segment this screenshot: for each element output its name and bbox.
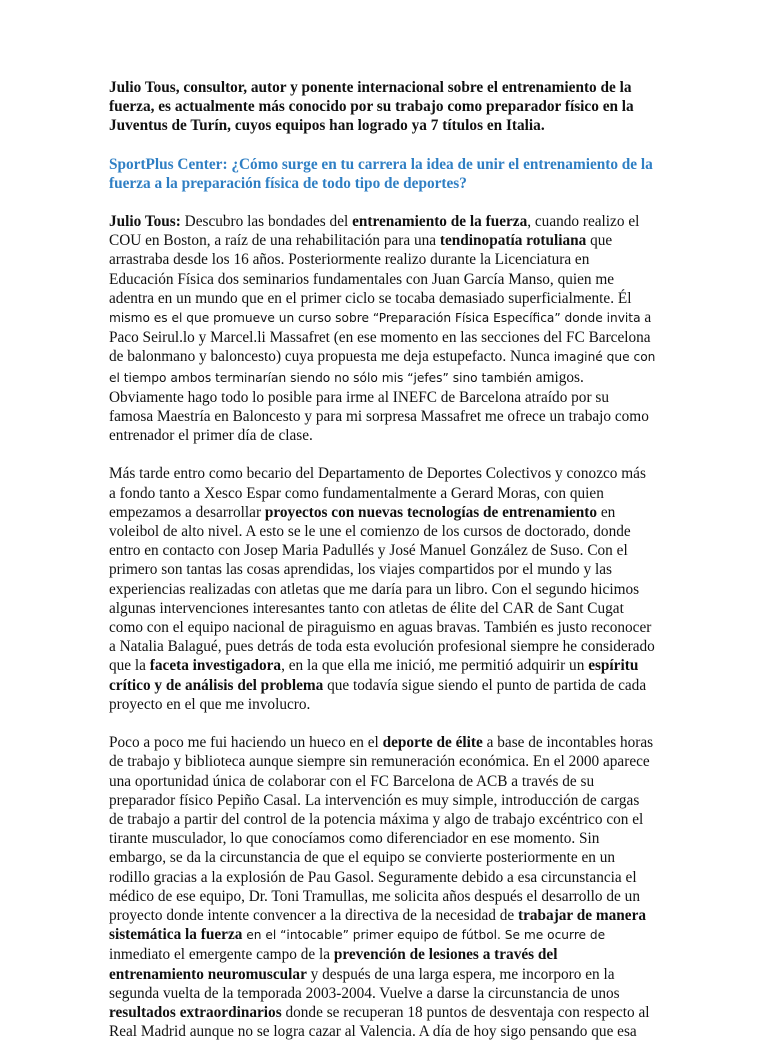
document-page [109,78,656,1060]
bold-phrase: tendinopatía rotuliana [439,232,587,250]
text-run: donde se recuperan 18 puntos de desventaja con respecto al Real Madrid aunque no se logra cazar al Valencia. A día de hoy sigo pensando que esa [109,1003,650,1041]
answer-paragraph-1 [109,212,656,445]
text-run: a base de incontables horas de trabajo y biblioteca aunque siempre sin remuneración económica. En el 2000 aparece una oportunidad única de colaborar con el FC Barcelona de ACB a través de su preparador físico Pepiño Casal. La intervención es muy simple, introducción de cargas de trabajo a partir del control de la potencia máxima y algo de trabajo excéntrico con el tirante musculador, lo que conocíamos como diferenciador en ese momento. Sin embargo, se da la circunstancia de que el equipo se convierte posteriormente en un rodillo gracias a la explosión de Pau Gasol. Seguramente debido a esa circunstancia el médico de ese equipo, Dr. Toni Tramullas, me solicita años después el desarrollo de un proyecto donde intente convencer a la directiva de la necesidad de [109,734,654,924]
text-run: Descubro las bondades del [180,213,353,231]
bold-phrase: deporte de élite [382,734,483,752]
intro-paragraph: Julio Tous, consultor, autor y ponente internacional sobre el entrenamiento de la fuerza, es actualmente más conocido por su trabajo como preparador físico en la Juventus de Turín, cuyos equipos han logrado ya 7 títulos en Italia. [109,79,634,135]
text-run: , en la que ella me inició, me permitió adquirir un [281,657,589,675]
text-run: Poco a poco me fui haciendo un hueco en el [109,734,383,752]
text-run: a Paco Seirul.lo y Marcel.li Massafret (en ese momento en las secciones del FC Barcelona de balonmano y baloncesto) cuya propuesta me deja estupefacto. Nunca [109,309,652,366]
sans-text-run: imaginé que con el tiempo ambos terminarían siendo no sólo mis “jefes” sino también [109,350,656,385]
bold-phrase: entrenamiento de la fuerza [352,213,528,231]
bold-phrase: espíritu crítico y de análisis del problema [109,657,639,694]
bold-phrase: proyectos con nuevas tecnologías de entrenamiento [264,503,597,521]
text-run: que arrastraba desde los 16 años. Posteriormente realizo durante la Licenciatura en Educación Física dos seminarios fundamentales con Juan García Manso, quien me adentra en un mundo que en el primer ciclo se tocaba demasiado superficialmente. Él [109,232,632,307]
answer-paragraph-2 [109,464,656,714]
bold-phrase: prevención de lesiones a través del entrenamiento neuromuscular [109,946,558,983]
text-run: y después de una larga espera, me incorporo en la segunda vuelta de la temporada 2003-2004. Vuelve a darse la circunstancia de unos [109,965,620,1002]
answer-paragraph-3 [109,733,656,1041]
text-run: que todavía sigue siendo el punto de partida de cada proyecto en el que me involucro. [109,676,647,713]
bold-phrase: resultados extraordinarios [109,1003,282,1021]
speaker-name: Julio Tous: [109,213,181,231]
bold-phrase: faceta investigadora [149,657,282,675]
text-run: amigos. Obviamente hago todo lo posible para irme al INEFC de Barcelona atraído por su famosa Maestría en Baloncesto y para mi sorpresa Massafret me ofrece un trabajo como entrenador el primer día de clase. [109,368,649,445]
text-run: Más tarde entro como becario del Departamento de Deportes Colectivos y conozco más a fondo tanto a Xesco Espar como fundamentalmente a Gerard Moras, con quien empezamos a desarrollar [109,465,646,521]
sans-text-run: en el “intocable” primer equipo de fútbol. Se me ocurre de [242,928,606,943]
sans-text-run: mismo es el que promueve un curso sobre “Preparación Física Específica” donde invita [109,311,641,326]
text-run: en voleibol de alto nivel. A esto se le une el comienzo de los cursos de doctorado, donde entro en contacto con Josep Maria Padullés y José Manuel González de Suso. Con el primero son tantas las cosas aprendidas, los viajes compartidos por el mundo y las experiencias realizadas con atletas que me daría para un libro. Con el segundo hicimos algunas intervenciones interesantes tanto con atletas de élite del CAR de Sant Cugat como con el equipo nacional de piraguismo en aguas bravas. También es justo reconocer a Natalia Balagué, pues detrás de toda esta evolución profesional siempre he considerado que la [109,503,655,675]
interview-question: SportPlus Center: ¿Cómo surge en tu carrera la idea de unir el entrenamiento de la fuerza a la preparación física de todo tipo de deportes? [109,155,653,192]
text-run: inmediato el emergente campo de la [109,946,334,964]
bold-phrase: trabajar de manera sistemática la fuerza [109,906,647,944]
text-run: , cuando realizo el COU en Boston, a raíz de una rehabilitación para una [109,213,640,250]
